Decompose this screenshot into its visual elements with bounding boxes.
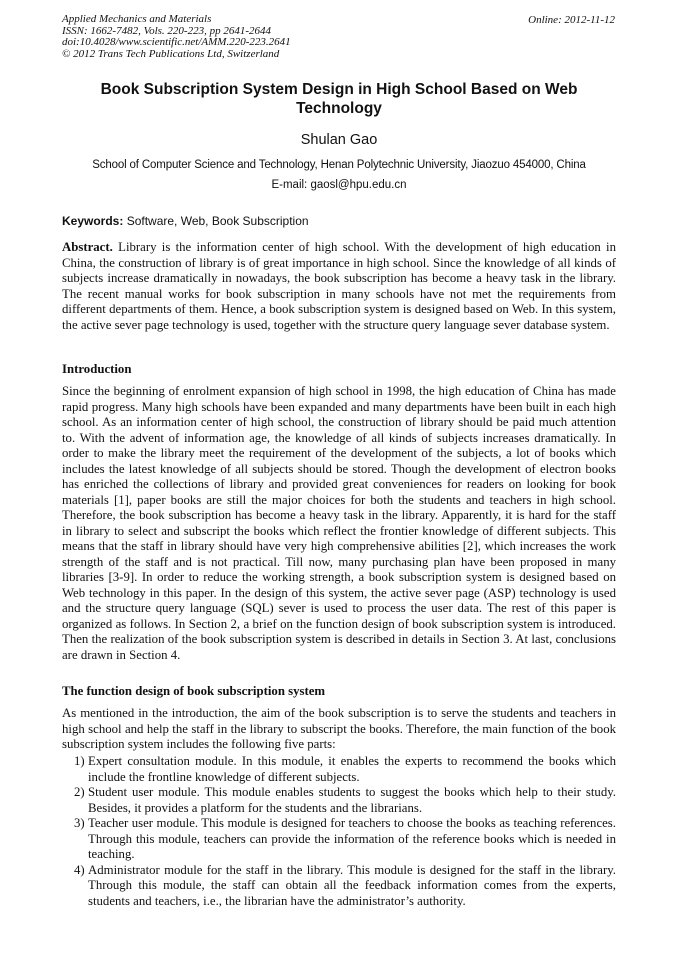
list-item: [62, 754, 616, 785]
introduction-text: Since the beginning of enrolment expansion of high school in 1998, the high education of China has made rapid progress. Many high schools have been expanded and many departments have been built in each high school. As an information center of high school, the construction of library should be paid much attention to. With the advent of information age, the knowledge of all kinds of subjects increases dramatically. In order to make the library meet the requirement of the development of the subjects, a lot of books which includes the latest knowledge of all subjects should be stored. Though the development of electron books has enriched the collections of library and provided great conveniences for readers on looking for book materials [1], paper books are still the major choices for both the students and teachers in high school. Therefore, the book subscription has become a heavy task in the library. Apparently, it is hard for the staff in library to select and subscript the books which reflect the frontier knowledge of different subjects. This means that the staff in library should have very high comprehensive abilities [2], which increases the work strength of the staff and is not practical. Till now, many purchasing plan have been proposed in many libraries [3-9]. In order to reduce the working strength, a book subscription system is designed based on Web technology in this paper. In the design of this system, the active sever page (ASP) technology is used and the structure query language (SQL) sever is used to process the user data. The rest of this paper is organized as follows. In Section 2, a brief on the function design of book subscription system is introduced. Then the realization of the book subscription system is described in details in Section 3. At last, conclusions are drawn in Section 4.: [62, 384, 616, 662]
list-number: 2): [74, 785, 85, 799]
affiliation: School of Computer Science and Technology, Henan Polytechnic University, Jiaozuo 454000, China: [92, 159, 586, 171]
email: E-mail: gaosl@hpu.edu.cn: [271, 179, 407, 191]
author-name: Shulan Gao: [300, 132, 378, 148]
list-item: [62, 816, 616, 863]
list-number: 3): [74, 816, 85, 830]
list-item: [62, 785, 616, 816]
journal-header: [62, 14, 291, 60]
list-text: Administrator module for the staff in the library. This module is designed for the staff in the library. Through this module, the staff can obtain all the feedback information comes from the experts, students and teachers, i.e., the librarian have the administrator’s authority.: [88, 862, 616, 908]
keywords: [62, 214, 309, 228]
keywords-text: Software, Web, Book Subscription: [126, 214, 309, 228]
list-item: [62, 863, 616, 910]
introduction-heading: Introduction: [62, 362, 132, 376]
paper-title: Book Subscription System Design in High School Based on Web Technology: [100, 81, 578, 117]
list-text: Student user module. This module enables students to suggest the books which help to their study. Besides, it provides a platform for the students and the librarians.: [88, 785, 616, 815]
list-number: 1): [74, 754, 85, 768]
journal-name: Applied Mechanics and Materials: [62, 13, 212, 25]
list-number: 4): [74, 862, 85, 877]
online-date: Online: 2012-11-12: [528, 14, 615, 26]
copyright-line: © 2012 Trans Tech Publications Ltd, Switzerland: [62, 47, 280, 60]
function-design-heading: The function design of book subscription system: [62, 684, 326, 698]
abstract-label: Abstract.: [62, 240, 113, 254]
abstract-text: Library is the information center of high school. With the development of high education in China, the construction of library is of great importance in high school. Since the knowledge of all kinds of subjects increase dramatically in nowadays, the book subscription has become a heavy task in the library. The recent manual works for book subscription in many schools have not met the requirements from different departments of them. Hence, a book subscription system is designed based on Web. In this system, the active sever page technology is used, together with the structure query language sever database system.: [62, 240, 616, 332]
doi-line: doi:10.4028/www.scientific.net/AMM.220-223.2641: [62, 36, 291, 48]
abstract: [62, 240, 616, 333]
issn-line: ISSN: 1662-7482, Vols. 220-223, pp 2641-2644: [62, 24, 271, 37]
function-design-text: As mentioned in the introduction, the aim of the book subscription is to serve the students and teachers in high school and help the staff in the library to subscript the books. Therefore, the main function of the book subscription system includes the following five parts:: [62, 706, 616, 751]
function-list: [62, 754, 616, 909]
keywords-label: Keywords:: [62, 214, 124, 228]
list-text: Expert consultation module. In this module, it enables the experts to recommend the books which include the frontline knowledge of different subjects.: [88, 754, 616, 784]
list-text: Teacher user module. This module is designed for teachers to choose the books as teaching references. Through this module, teachers can provide the information of the reference books which is needed in teaching.: [88, 816, 616, 861]
